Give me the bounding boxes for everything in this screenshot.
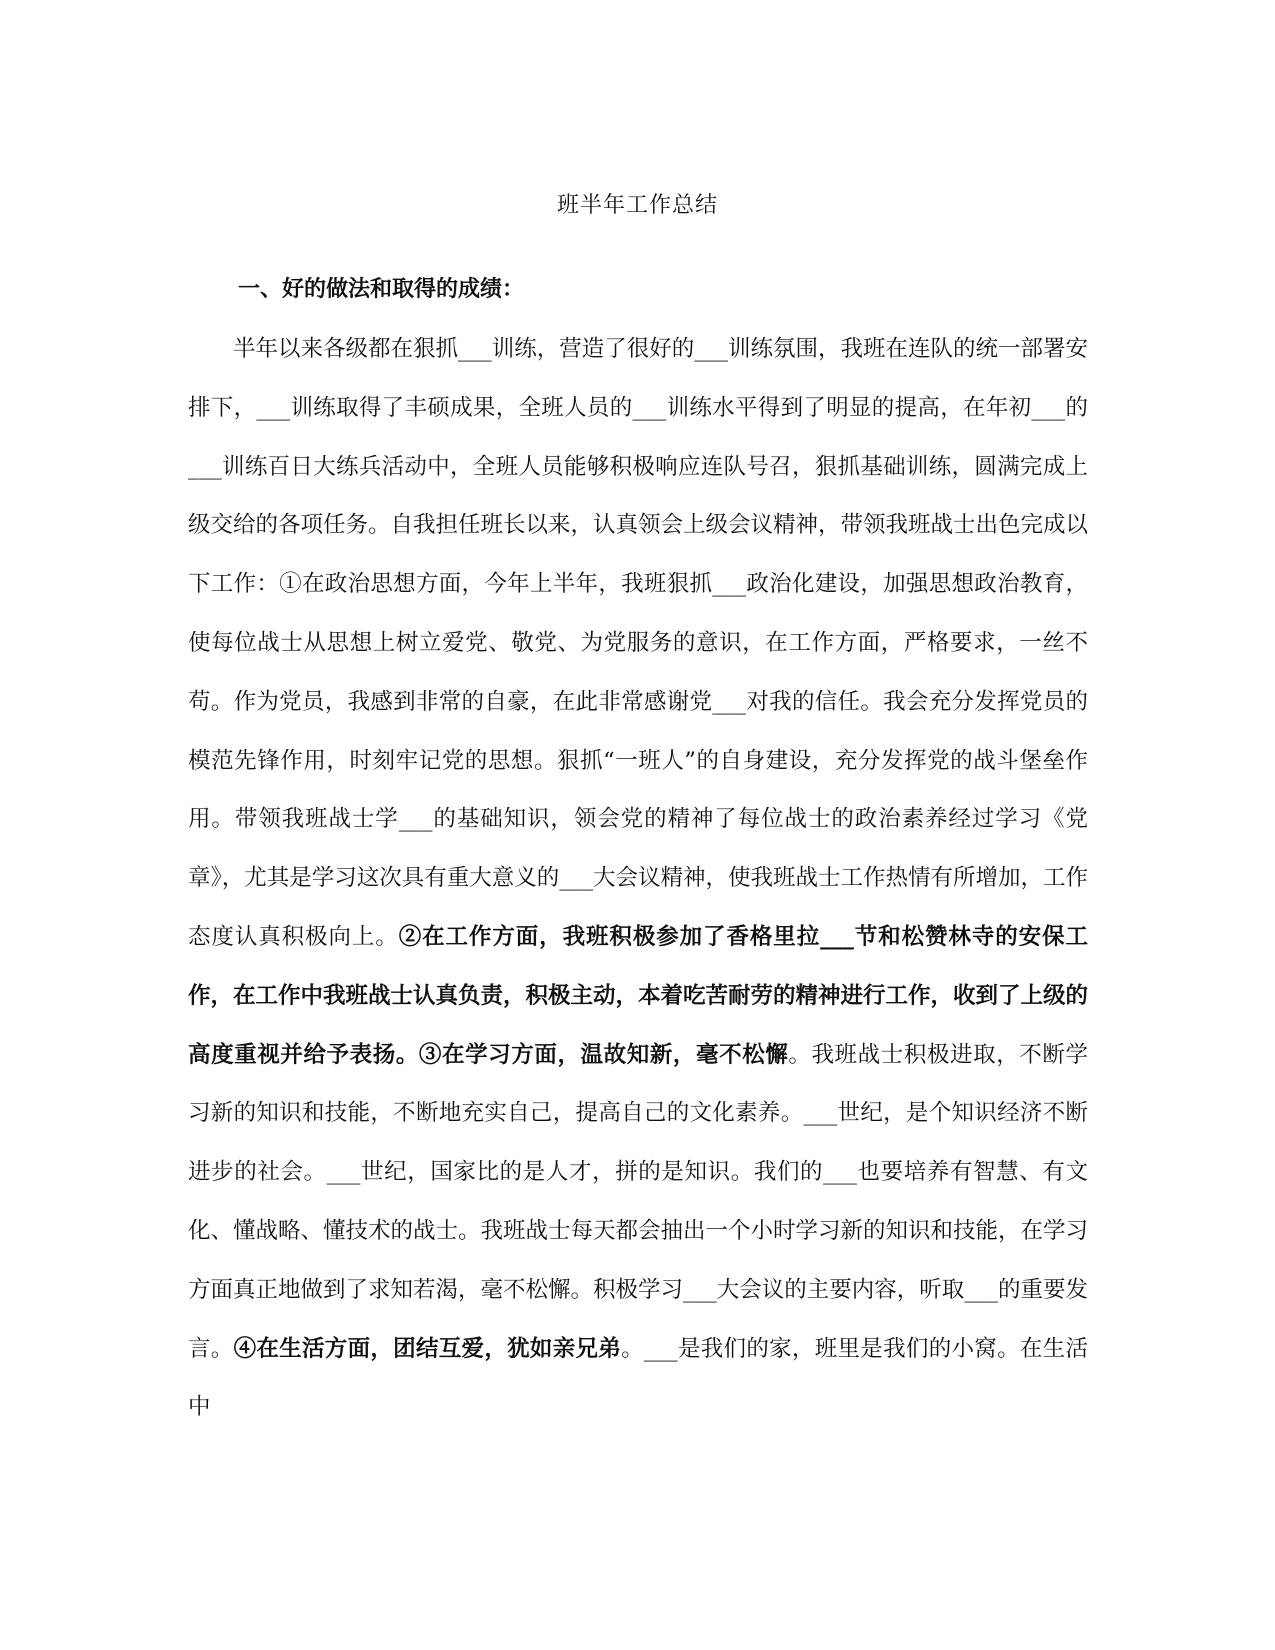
paragraph-run: 。我班战士积极进取，不断学习新的知识和技能，不断地充实自己，提高自己的文化素养。___世纪，是个知识经济不断进步的社会。___世纪，国家比的是人才，拼的是知识。我们的___也要培养有智慧、有文化、懂战略、懂技术的战士。我班战士每天都会抽出一个小时学习新的知识和技能，在学习方面真正地做到了求知若渴，毫不松懈。积极学习___大会议的主要内容，听取___的重要发言。 [188,1041,1089,1362]
document-title: 班半年工作总结 [556,193,718,218]
section-heading: 一、好的做法和取得的成绩： [238,276,525,302]
paragraph-run: 。___是我们的家，班里是我们的小窝。在生活中 [188,1335,1088,1421]
paragraph-run-bold: ②在工作方面，我班积极参加了香格里拉___节和松赞林寺的安保工作，在工作中我班战士认真负责，积极主动，本着吃苦耐劳的精神进行工作，收到了上级的高度重视并给予表扬。③在学习方面，温故知新，毫不松懈 [188,923,1089,1068]
body-paragraph [188,320,1088,1437]
paragraph-run: 半年以来各级都在狠抓___训练，营造了很好的___训练氛围，我班在连队的统一部署安排下，___训练取得了丰硕成果，全班人员的___训练水平得到了明显的提高，在年初___的___训练百日大练兵活动中，全班人员能够积极响应连队号召，狠抓基础训练，圆满完成上级交给的各项任务。自我担任班长以来，认真领会上级会议精神，带领我班战士出色完成以下工作：①在政治思想方面，今年上半年，我班狠抓___政治化建设，加强思想政治教育，使每位战士从思想上树立爱党、敬党、为党服务的意识，在工作方面，严格要求，一丝不苟。作为党员，我感到非常的自豪，在此非常感谢党___对我的信任。我会充分发挥党员的模范先锋作用，时刻牢记党的思想。狠抓“一班人”的自身建设，充分发挥党的战斗堡垒作用。带领我班战士学___的基础知识，领会党的精神了每位战士的政治素养经过学习《党章》，尤其是学习这次具有重大意义的___大会议精神，使我班战士工作热情有所增加，工作态度认真积极向上。 [188,336,1089,950]
paragraph-run-bold: ④在生活方面，团结互爱，犹如亲兄弟 [233,1335,622,1362]
